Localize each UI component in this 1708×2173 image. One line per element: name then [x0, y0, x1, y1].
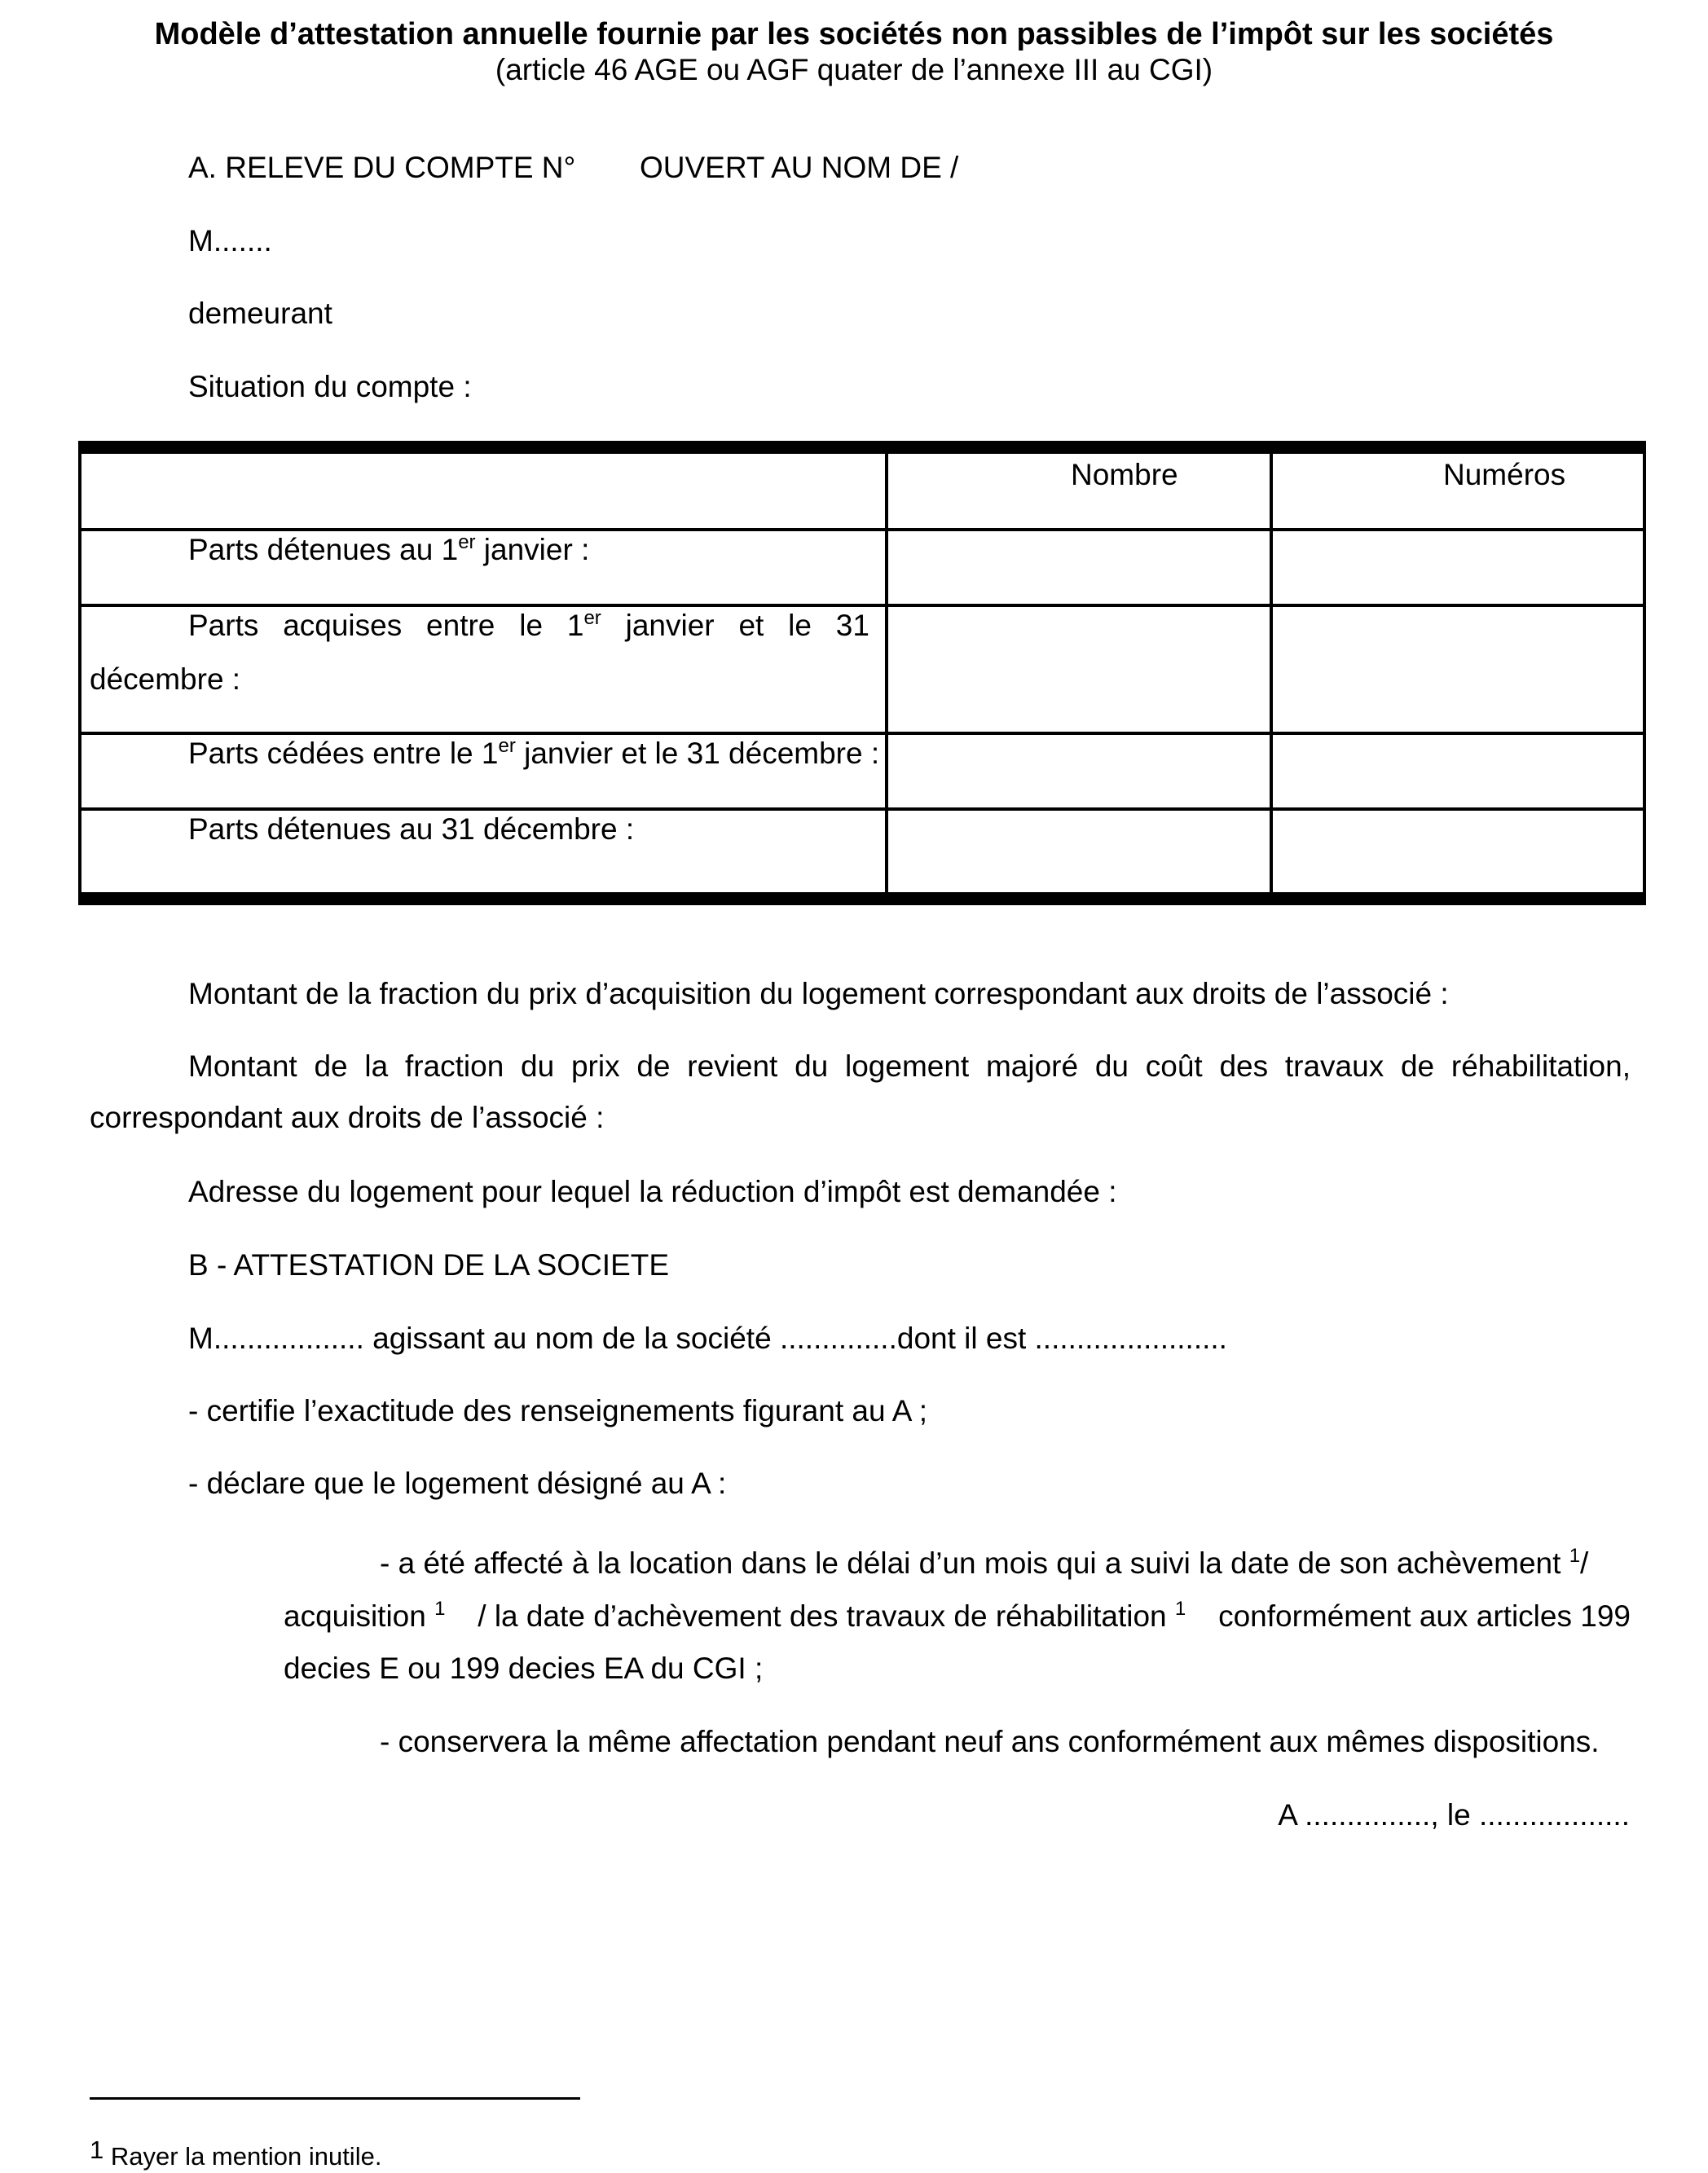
table-row-label-continuation: décembre : [90, 662, 241, 696]
declaration-item-1-line-3: decies E ou 199 decies EA du CGI ; [284, 1652, 764, 1685]
document-subtitle: (article 46 AGE ou AGF quater de l’annexe III au CGI) [495, 53, 1213, 86]
table-left-border [78, 441, 81, 904]
declaration-item-1-line-2: acquisition $^1$ / la date d’achèvement des travaux de réhabilitation $^1$ conformément aux articles 199 [284, 1598, 1631, 1633]
declare-statement: - déclare que le logement désigné au A : [188, 1467, 727, 1500]
row-divider [78, 528, 1646, 531]
column-divider [1270, 452, 1273, 894]
table-row-label: Parts détenues au 31 décembre : [188, 812, 635, 846]
table-bottom-border [78, 892, 1646, 905]
account-situation-label: Situation du compte : [188, 370, 472, 403]
table-row-label: Parts acquises entre le 1er janvier et le 31 [188, 607, 869, 642]
shares-table [78, 441, 1646, 904]
section-b-title: B - ATTESTATION DE LA SOCIETE [188, 1248, 670, 1282]
cost-amount-label-continuation: correspondant aux droits de l’associé : [90, 1101, 605, 1134]
column-divider [885, 452, 888, 894]
account-holder-label: OUVERT AU NOM DE / [640, 151, 959, 184]
table-row-label: Parts détenues au 1er janvier : [188, 531, 590, 566]
cost-amount-label: Montant de la fraction du prix de revient du logement majoré du coût des travaux de réhabilitation, [188, 1049, 1631, 1083]
certify-statement: - certifie l’exactitude des renseignements figurant au A ; [188, 1394, 928, 1427]
housing-address-label: Adresse du logement pour lequel la réduction d’impôt est demandée : [188, 1175, 1117, 1208]
declaration-item-1: - a été affecté à la location dans le délai d’un mois qui a suivi la date de son achèvement $^1$/ [380, 1545, 1589, 1580]
row-divider [78, 807, 1646, 811]
table-right-border [1643, 441, 1646, 904]
document-title: Modèle d’attestation annuelle fournie par les sociétés non passibles de l’impôt sur les sociétés [154, 17, 1554, 51]
footnote: 1 Rayer la mention inutile. [90, 2136, 382, 2171]
footnote-separator [90, 2097, 580, 2100]
holder-name-line: M....... [188, 224, 272, 257]
table-row-label: Parts cédées entre le 1er janvier et le 31 décembre : [188, 735, 880, 770]
residence-line: demeurant [188, 297, 332, 330]
row-divider [78, 604, 1646, 607]
account-number-label: A. RELEVE DU COMPTE N° [188, 151, 576, 184]
declaration-item-2: - conservera la même affectation pendant neuf ans conformément aux mêmes dispositions. [380, 1725, 1600, 1758]
agent-line: M.................. agissant au nom de la société ..............dont il est ....................... [188, 1322, 1227, 1355]
table-top-border [78, 441, 1646, 454]
acquisition-amount-label: Montant de la fraction du prix d’acquisition du logement correspondant aux droits de l’associé : [188, 977, 1449, 1010]
row-divider [78, 732, 1646, 735]
column-header-nombre: Nombre [1071, 458, 1178, 491]
column-header-numeros: Numéros [1443, 458, 1566, 491]
place-and-date-line: A ..............., le .................. [1278, 1798, 1630, 1832]
